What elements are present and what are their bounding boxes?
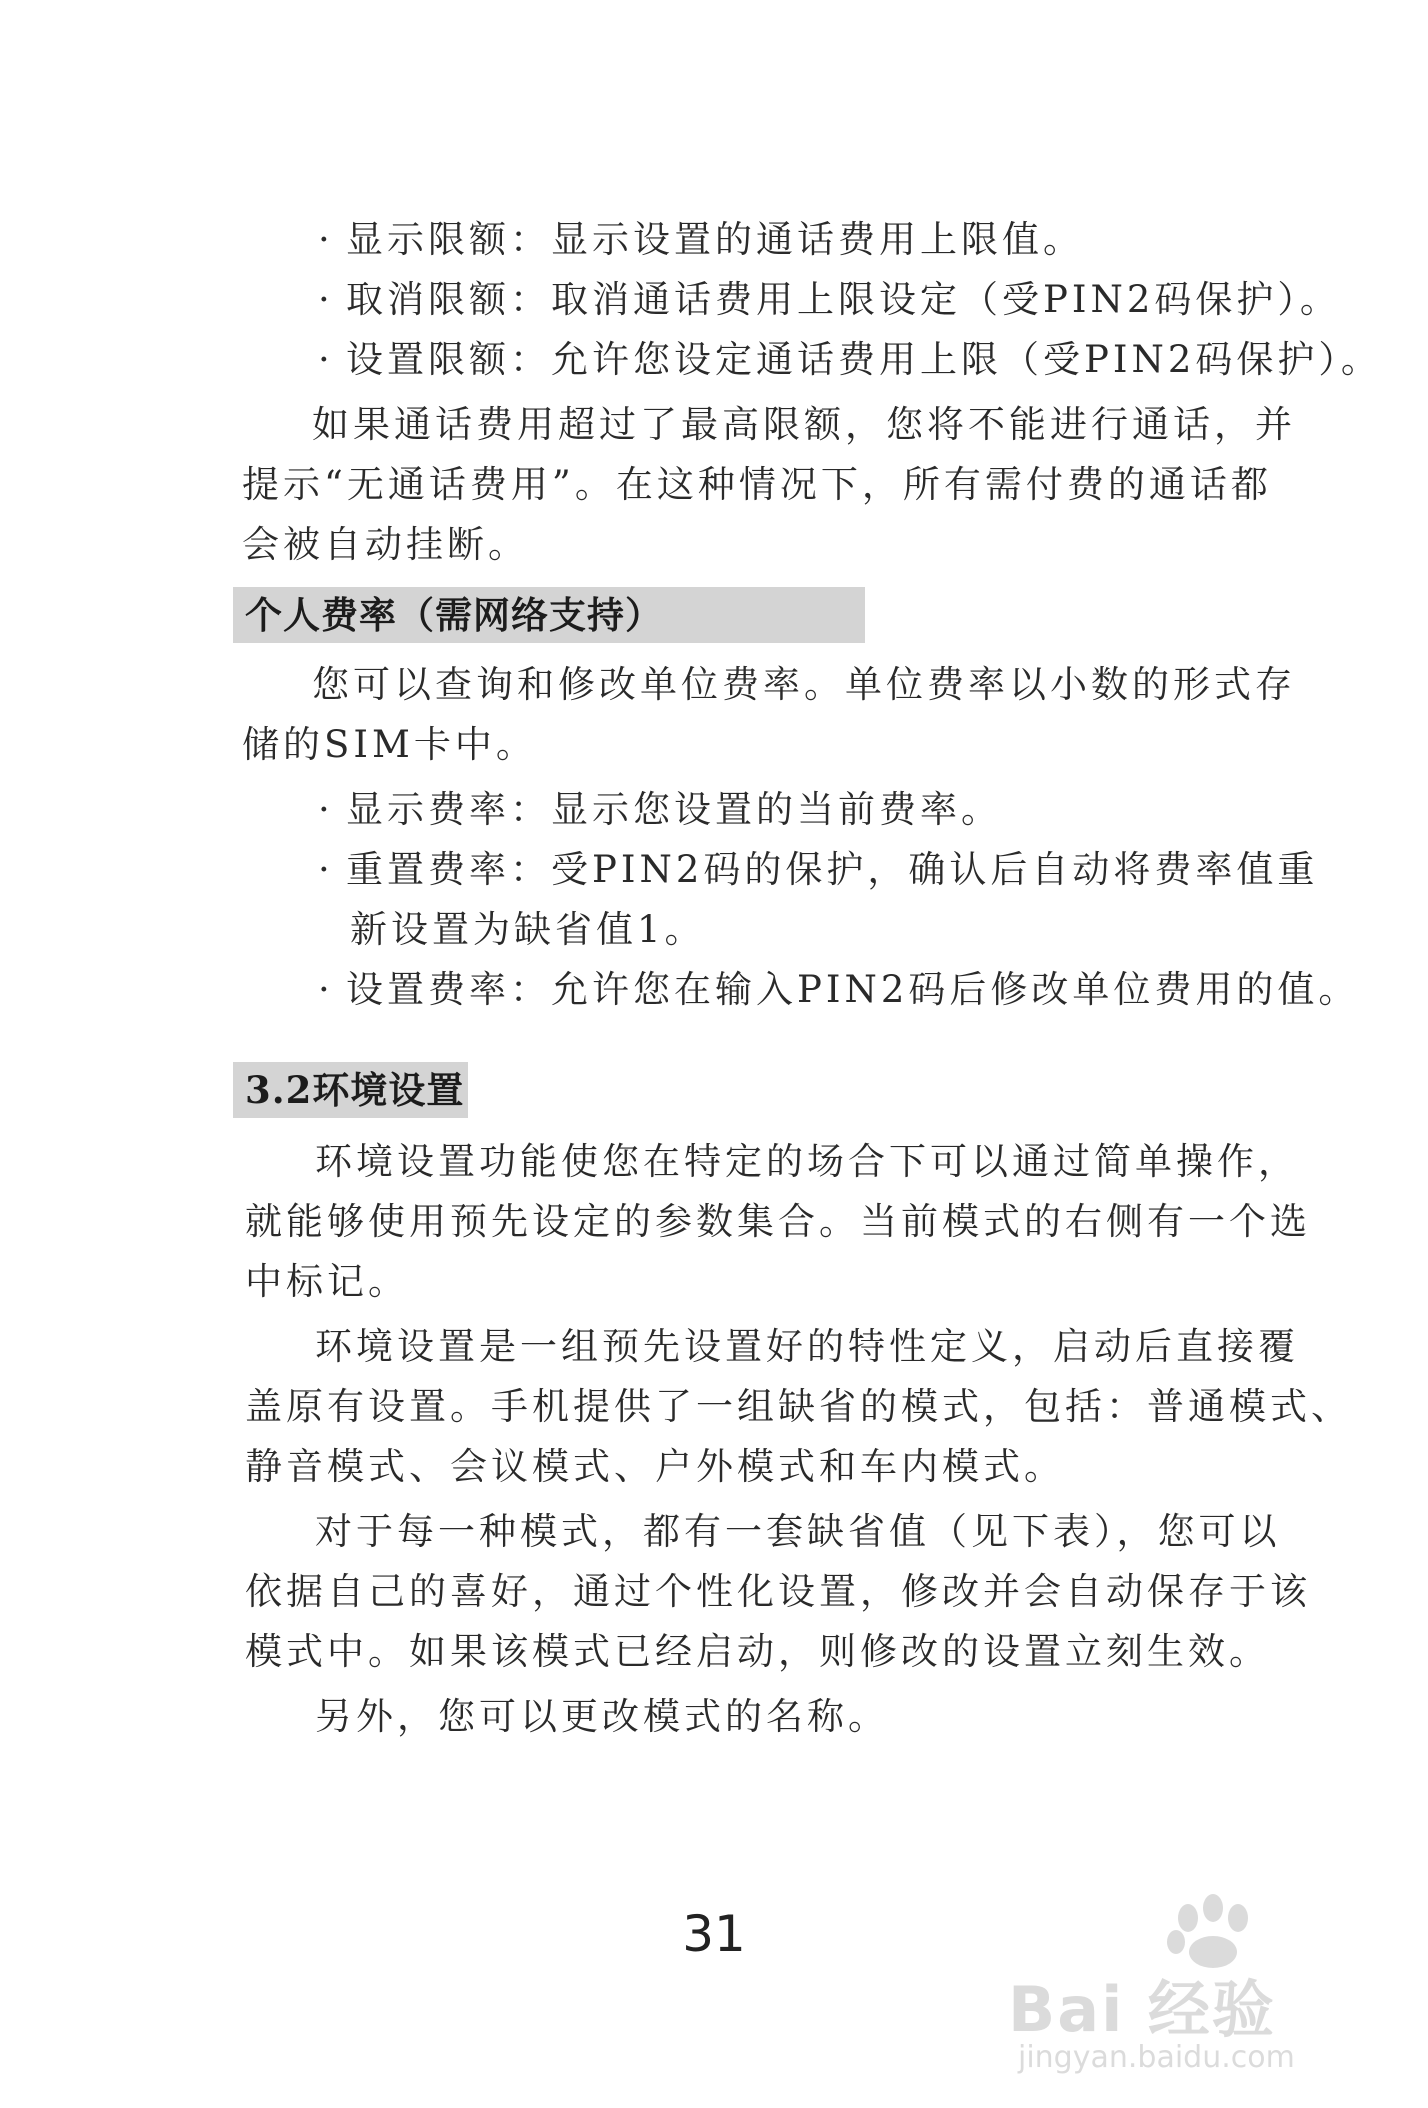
bullet-set-limit: · 设置限额：允许您设定通话费用上限（受PIN2码保护）。 (318, 330, 1382, 390)
section-heading-personal-rate: 个人费率（需网络支持） (233, 587, 865, 643)
paragraph-line: 就能够使用预先设定的参数集合。当前模式的右侧有一个选 (245, 1200, 1311, 1243)
watermark-url: jingyan.baidu.com (1018, 2040, 1295, 2075)
bullet-dot: · (318, 848, 334, 891)
bullet-dot: · (318, 968, 334, 1011)
paragraph-line: 对于每一种模式，都有一套缺省值（见下表），您可以 (315, 1510, 1281, 1553)
paragraph-line: 会被自动挂断。 (242, 523, 529, 566)
bullet-dot: · (318, 788, 334, 831)
bullet-continuation: 新设置为缺省值1。 (350, 908, 706, 951)
baidu-watermark (1008, 1890, 1388, 2090)
paragraph-line: 盖原有设置。手机提供了一组缺省的模式，包括：普通模式、 (245, 1385, 1352, 1428)
watermark-brand: Bai 经验 (1008, 1973, 1276, 2046)
paragraph-line: 储的SIM卡中。 (242, 723, 537, 766)
paragraph-line: 如果通话费用超过了最高限额，您将不能进行通话，并 (312, 403, 1296, 446)
section-heading-profiles: 3.2环境设置 (233, 1062, 468, 1118)
bullet-show-rate: · 显示费率：显示您设置的当前费率。 (318, 780, 1002, 840)
paragraph-line: 依据自己的喜好，通过个性化设置，修改并会自动保存于该 (245, 1570, 1311, 1613)
paragraph-line: 环境设置功能使您在特定的场合下可以通过简单操作， (315, 1140, 1299, 1183)
paragraph-line: 环境设置是一组预先设置好的特性定义，启动后直接覆 (315, 1325, 1299, 1368)
bullet-cancel-limit: · 取消限额：取消通话费用上限设定（受PIN2码保护）。 (318, 270, 1341, 330)
paragraph-line: 静音模式、会议模式、户外模式和车内模式。 (245, 1445, 1065, 1488)
paragraph-line: 中标记。 (245, 1260, 409, 1303)
bullet-dot: · (318, 218, 334, 261)
bullet-dot: · (318, 338, 334, 381)
paragraph-line: 另外，您可以更改模式的名称。 (315, 1695, 889, 1738)
paw-icon (1158, 1890, 1278, 1970)
bullet-set-rate: · 设置费率：允许您在输入PIN2码后修改单位费用的值。 (318, 960, 1359, 1020)
bullet-dot: · (318, 278, 334, 321)
page-number: 31 (682, 1905, 746, 1963)
paragraph-line: 您可以查询和修改单位费率。单位费率以小数的形式存 (312, 663, 1296, 706)
bullet-reset-rate: · 重置费率：受PIN2码的保护，确认后自动将费率值重 (318, 840, 1318, 900)
paragraph-line: 模式中。如果该模式已经启动，则修改的设置立刻生效。 (245, 1630, 1270, 1673)
paragraph-line: 提示“无通话费用”。在这种情况下，所有需付费的通话都 (242, 463, 1272, 506)
bullet-show-limit: · 显示限额：显示设置的通话费用上限值。 (318, 210, 1084, 270)
